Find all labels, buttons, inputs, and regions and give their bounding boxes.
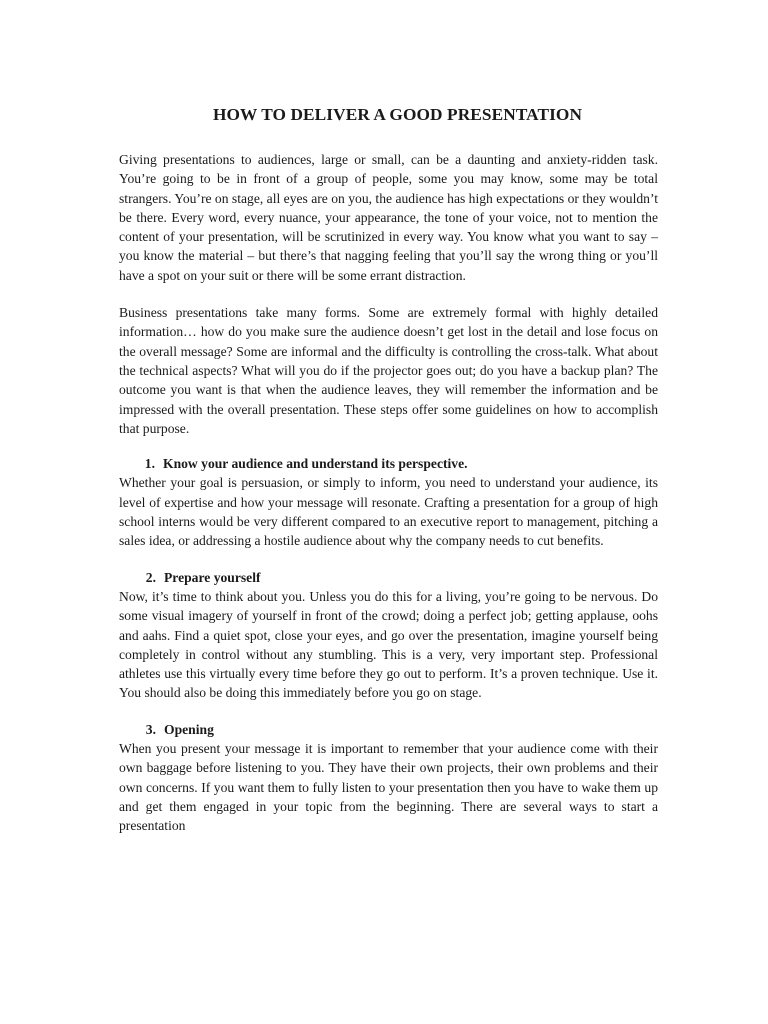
section-title: Know your audience and understand its perspective.: [163, 456, 468, 472]
section-number: 1.: [144, 456, 155, 472]
section-body-3: When you present your message it is important to remember that your audience come with their own baggage before listening to you. They have their own projects, their own problems and their own concerns. If you want them to fully listen to your presentation then you have to wake them up and get them engaged in your topic from the beginning. There are several ways to start a presentation: [119, 741, 658, 834]
section-body-1: Whether your goal is persuasion, or simply to inform, you need to understand your audience, its level of expertise and how your message will resonate. Crafting a presentation for a group of high school interns would be very different compared to an executive report to management, pitching a sales idea, or addressing a hostile audience about why the company needs to cut benefits.: [119, 475, 658, 549]
intro-paragraph-2: Business presentations take many forms. Some are extremely formal with highly detailed information… how do you make sure the audience doesn’t get lost in the detail and lose focus on the overall message? Some are informal and the difficulty is controlling the cross-talk. What about the technical aspects? What will you do if the projector goes out; do you have a backup plan? The outcome you want is that when the audience leaves, they will remember the information and be impressed with the overall presentation. These steps offer some guidelines on how to accomplish that purpose.: [119, 305, 658, 436]
section-title: Prepare yourself: [164, 569, 261, 585]
section-number: 3.: [145, 721, 156, 737]
section-heading-2: [119, 568, 658, 587]
section-heading-1: [119, 454, 658, 473]
section-number: 2.: [145, 569, 156, 585]
section-body-2: Now, it’s time to think about you. Unless you do this for a living, you’re going to be nervous. Do some visual imagery of yourself in front of the crowd; doing a perfect job; getting applause, oohs and aahs. Find a quiet spot, close your eyes, and go over the presentation, imagine yourself being completely in control without any stumbling. This is a very, very important step. Professional athletes use this virtually every time before they go out to perform. It’s a proven technique. Use it. You should also be doing this immediately before you go on stage.: [119, 588, 658, 701]
section-title: Opening: [164, 721, 214, 737]
document-title: HOW TO DELIVER A GOOD PRESENTATION: [212, 105, 583, 124]
section-heading-3: [119, 720, 658, 739]
intro-paragraph-1: Giving presentations to audiences, large or small, can be a daunting and anxiety-ridden task. You’re going to be in front of a group of people, some you may know, some may be total strangers. You’re on stage, all eyes are on you, the audience has high expectations or they wouldn’t be there. Every word, every nuance, your appearance, the tone of your voice, not to mention the content of your presentation, will be scrutinized in every way. You know what you want to say – you know the material – but there’s that nagging feeling that you’ll say the wrong thing or you’ll have a spot on your suit or there will be some errant distraction.: [119, 152, 658, 283]
